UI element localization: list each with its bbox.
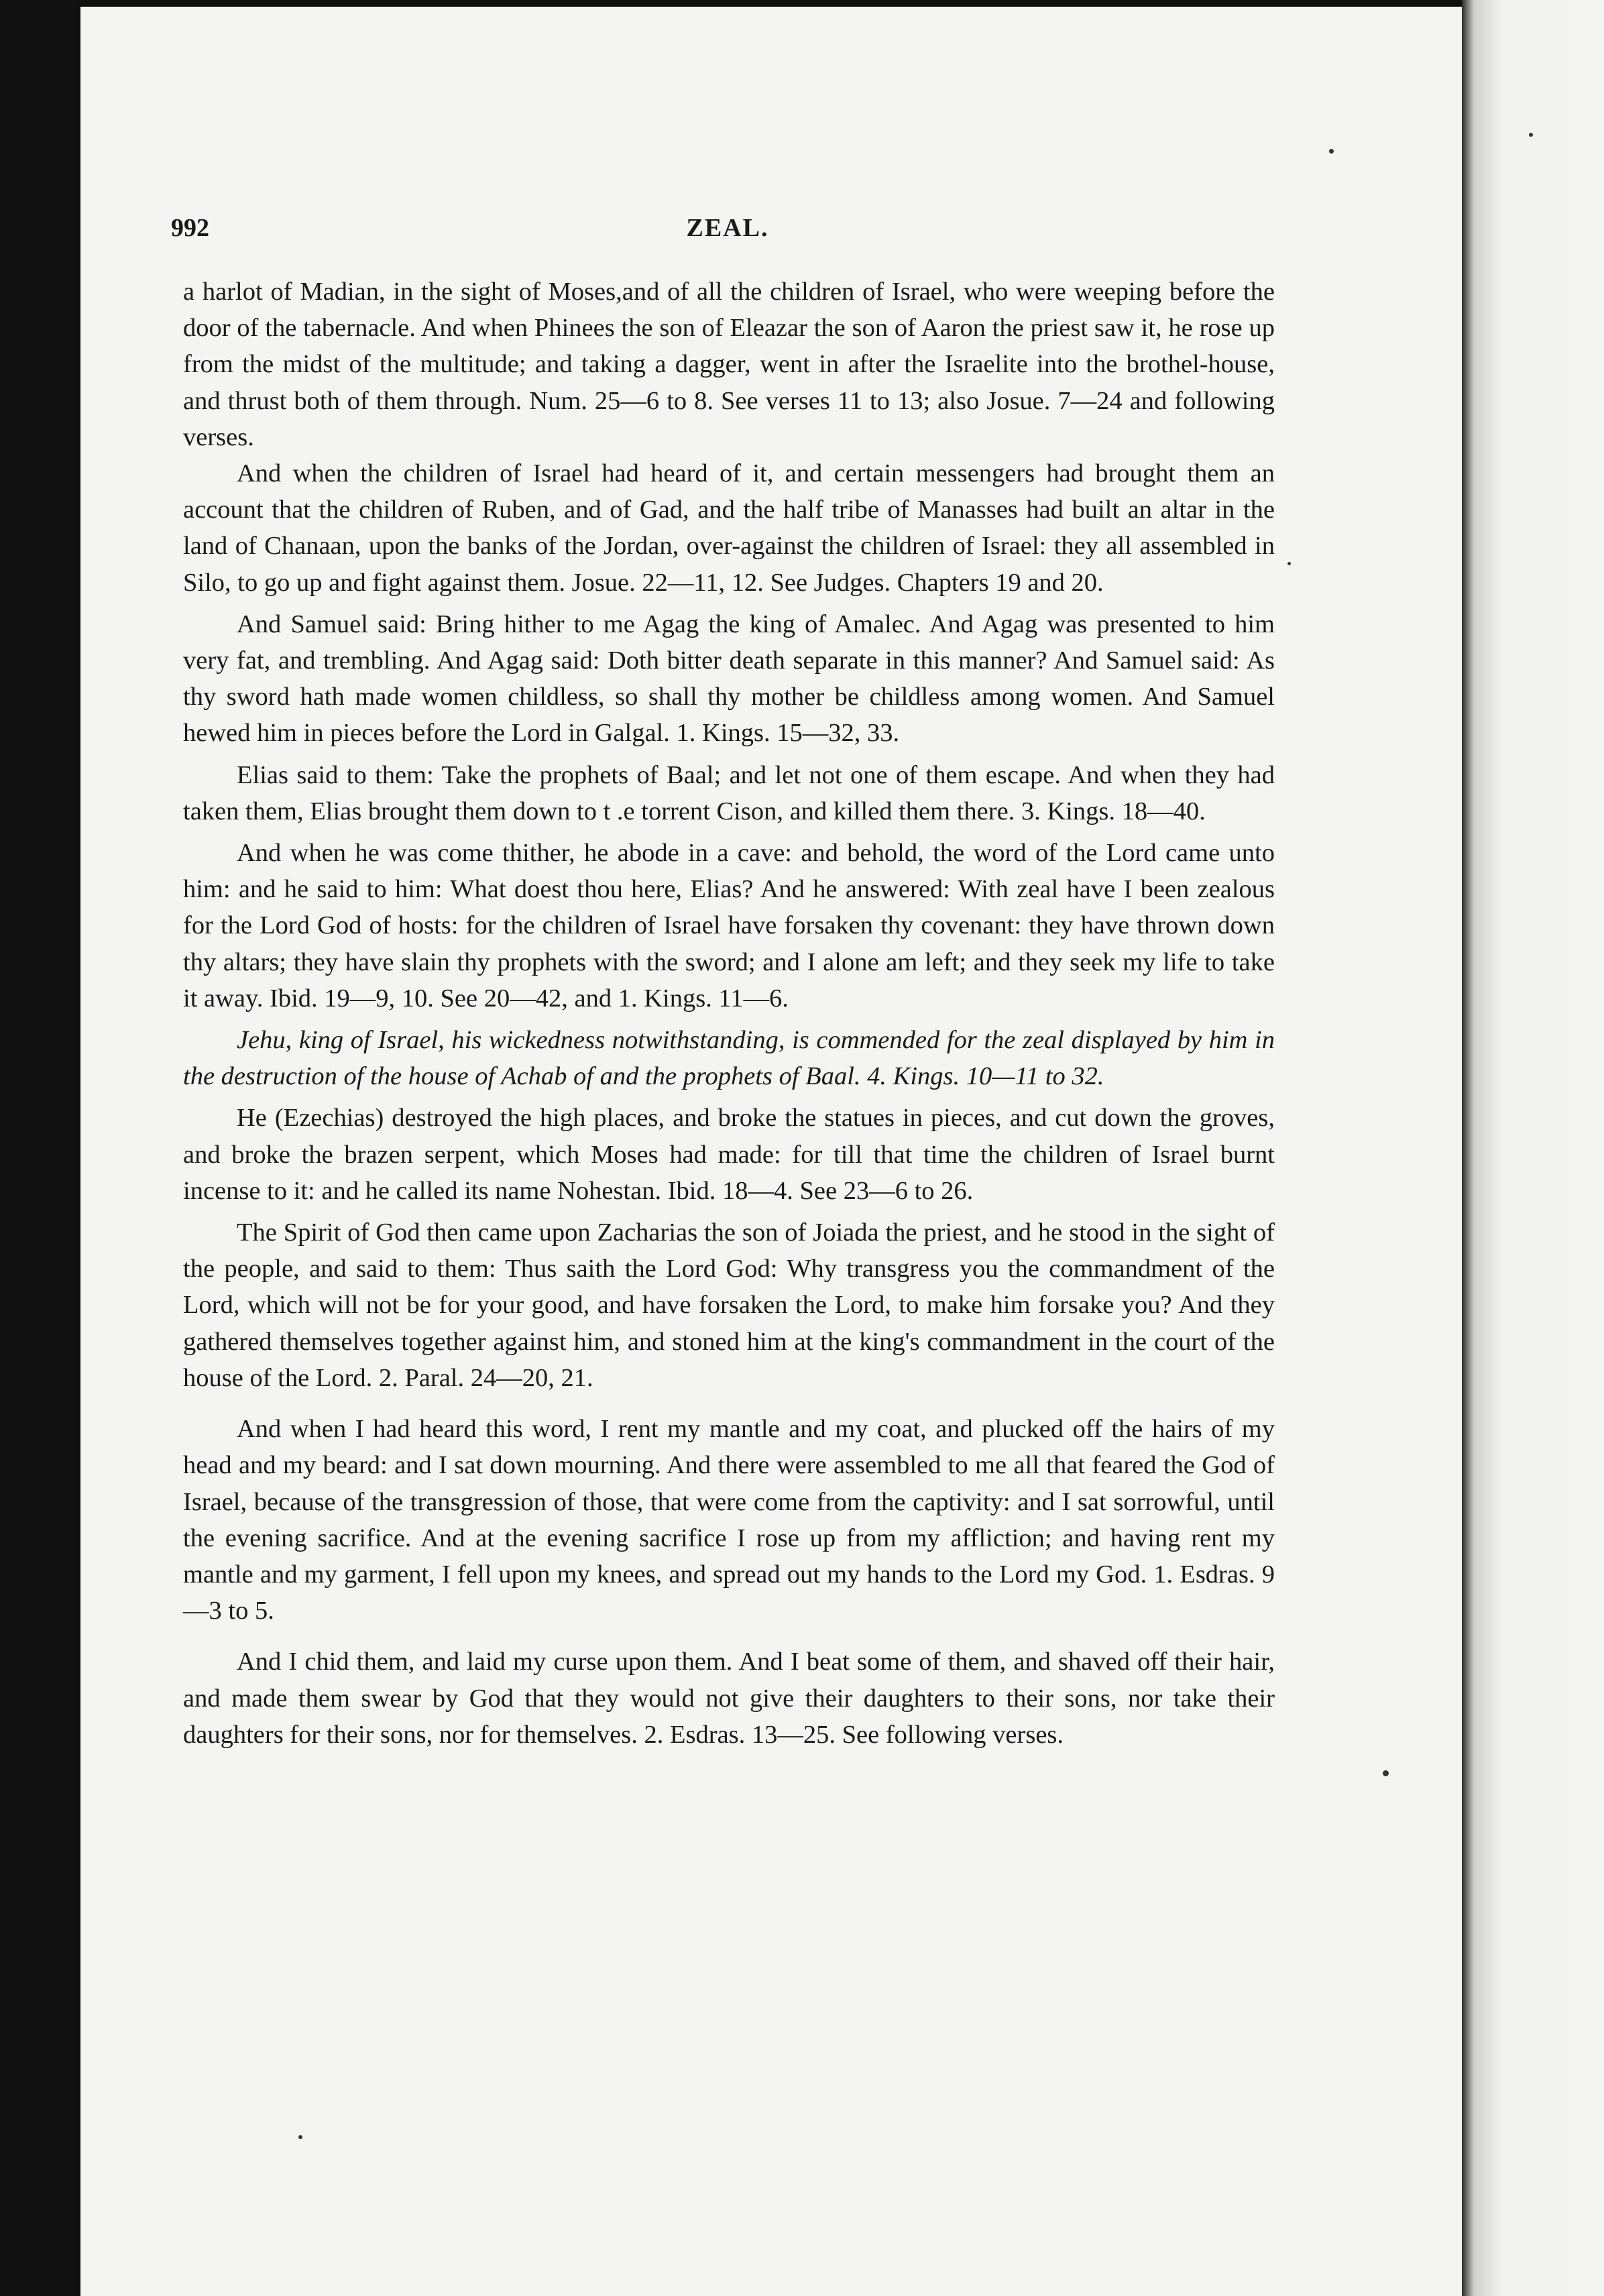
paragraph: And Samuel said: Bring hither to me Agag the king of Amalec. And Agag was presented to him very fat, and trembling. And Agag said: Doth bitter death separate in this manner? And Samuel said: As thy sword hath made women childless, so shall thy mother be childless among women. And Samuel hewed him in pieces before the Lord in Galgal. 1. Kings. 15—32, 33. [183,610,1275,748]
page-header [171,213,1284,253]
scan-speck [1529,133,1533,137]
adjacent-page-edge [1462,0,1604,2296]
paragraph: And when the children of Israel had heard of it, and certain messengers had brought them an account that the children of Ruben, and of Gad, and the half tribe of Manasses had built an altar in the land of Chanaan, upon the banks of the Jordan, over-against the children of Israel: they all assembled in Silo, to go up and fight against them. Josue. 22—11, 12. See Judges. Chapters 19 and 20. [183,459,1275,597]
scan-speck [1287,562,1291,565]
paragraph: And when I had heard this word, I rent my mantle and my coat, and plucked off the hairs of my head and my beard: and I sat down mourning. And there were assembled to me all that feared the God of Israel, because of the transgression of those, that were come from the captivity: and I sat sorrowful, until the evening sacrifice. And at the evening sacrifice I rose up from my affliction; and having rent my mantle and my garment, I fell upon my knees, and spread out my hands to the Lord my God. 1. Esdras. 9—3 to 5. [183,1415,1275,1625]
paragraph: And I chid them, and laid my curse upon them. And I beat some of them, and shaved off their hair, and made them swear by God that they would not give their daughters to their sons, nor take their daughters for their sons, nor for themselves. 2. Esdras. 13—25. See following verses. [183,1648,1275,1749]
paragraph: The Spirit of God then came upon Zacharias the son of Joiada the priest, and he stood in the sight of the people, and said to them: Thus saith the Lord God: Why transgress you the commandment of the Lord, which will not be for your good, and have forsaken the Lord, to make him forsake you? And they gathered themselves together against him, and stoned him at the king's commandment in the court of the house of the Lord. 2. Paral. 24—20, 21. [183,1218,1275,1392]
scan-speck [1329,149,1334,154]
paragraph: Elias said to them: Take the prophets of Baal; and let not one of them escape. And when they had taken them, Elias brought them down to t .e torrent Cison, and killed them there. 3. Kings. 18—40. [183,760,1275,825]
scan-speck [298,2135,302,2139]
page-number: 992 [171,214,209,242]
paragraph: a harlot of Madian, in the sight of Moses,and of all the children of Israel, who were weeping before the door of the tabernacle. And when Phinees the son of Eleazar the son of Aaron the priest saw it, he rose up from the midst of the multitude; and taking a dagger, went in after the Israelite into the brothel-house, and thrust both of them through. Num. 25—6 to 8. See verses 11 to 13; also Josue. 7—24 and following verses. [183,278,1275,451]
paragraph: He (Ezechias) destroyed the high places, and broke the statues in pieces, and cut down the groves, and broke the brazen serpent, which Moses had made: for till that time the children of Israel burnt incense to it: and he called its name Nohestan. Ibid. 18—4. See 23—6 to 26. [183,1104,1275,1205]
paragraph: And when he was come thither, he abode in a cave: and behold, the word of the Lord came unto him: and he said to him: What doest thou here, Elias? And he answered: With zeal have I been zealous for the Lord God of hosts: for the children of Israel have forsaken thy covenant: they have thrown down thy altars; they have slain thy prophets with the sword; and I alone am left; and they seek my life to take it away. Ibid. 19—9, 10. See 20—42, and 1. Kings. 11—6. [183,839,1275,1013]
scan-speck [1383,1770,1389,1776]
running-title: ZEAL. [686,214,769,242]
paragraph: Jehu, king of Israel, his wickedness notwithstanding, is commended for the zeal displayed by him in the destruction of the house of Achab of and the prophets of Baal. 4. Kings. 10—11 to 32. [183,1026,1275,1091]
body-text [183,274,1275,1753]
